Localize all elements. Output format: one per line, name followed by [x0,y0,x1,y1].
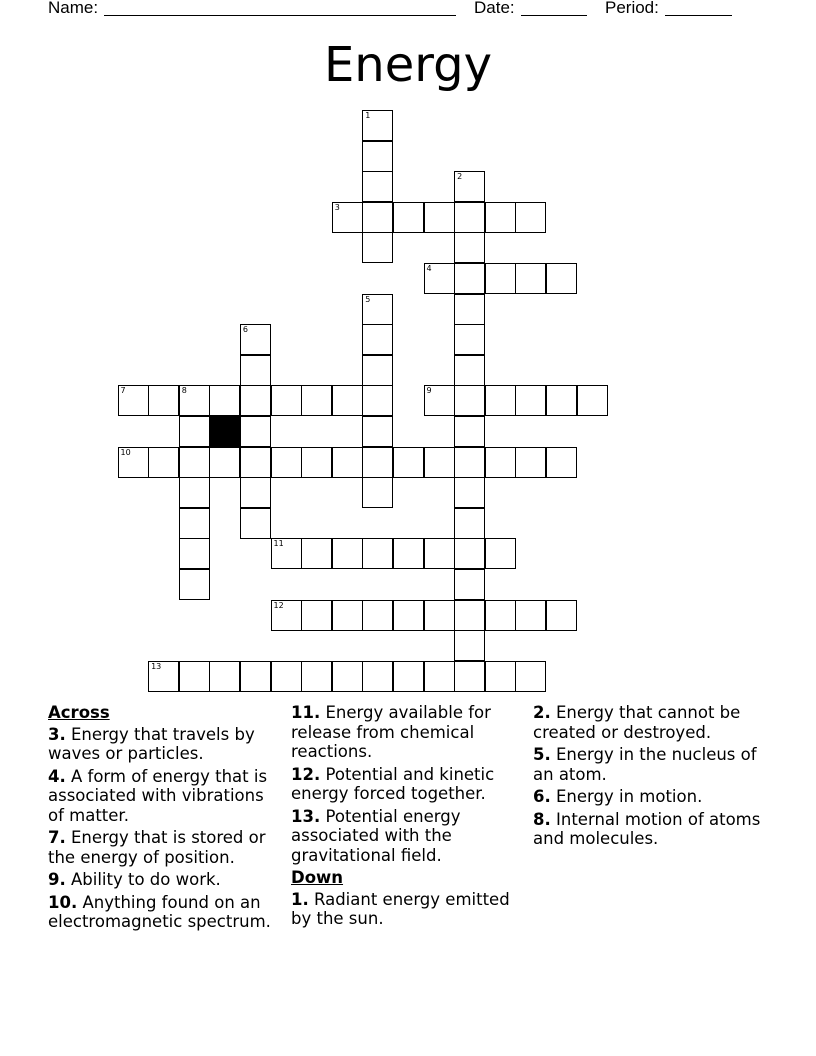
grid-cell[interactable] [485,661,516,692]
clue-down-2 [533,703,773,742]
clue-down-6 [533,787,773,807]
grid-cell[interactable] [454,202,485,233]
grid-cell[interactable] [454,661,485,692]
cell-number: 13 [151,661,162,671]
grid-cell[interactable] [424,447,455,478]
grid-cell[interactable] [362,416,393,447]
name-field[interactable] [104,15,456,16]
grid-cell[interactable] [209,661,240,692]
grid-cell[interactable] [515,600,546,631]
grid-cell[interactable] [515,661,546,692]
cell-number: 10 [120,447,131,457]
grid-cell[interactable] [454,232,485,263]
clue-text: Ability to do work. [71,870,221,889]
grid-cell[interactable] [454,416,485,447]
cell-number: 7 [120,386,126,396]
grid-cell[interactable] [362,294,393,325]
clue-text: Internal motion of atoms and molecules. [533,809,761,848]
grid-cell[interactable] [179,447,210,478]
grid-cell[interactable] [546,447,577,478]
grid-cell[interactable] [454,477,485,508]
grid-cell[interactable] [454,294,485,325]
clue-across-12 [291,765,523,804]
cell-number: 5 [365,294,371,304]
grid-cell[interactable] [454,538,485,569]
grid-cell[interactable] [362,141,393,172]
grid-cell[interactable] [485,538,516,569]
grid-cell[interactable] [332,447,363,478]
clue-number: 5. [533,745,551,764]
grid-cell[interactable] [118,447,149,478]
clue-number: 13. [291,806,321,826]
clue-text: Radiant energy emitted by the sun. [291,889,510,928]
grid-cell[interactable] [179,538,210,569]
grid-cell[interactable] [179,569,210,600]
clue-number: 6. [533,787,551,806]
clue-down-5 [533,745,773,784]
grid-cell[interactable] [240,477,271,508]
cell-number: 8 [181,386,187,396]
grid-cell[interactable] [546,385,577,416]
grid-cell[interactable] [454,508,485,539]
clue-text: Energy available for release from chemical reactions. [291,703,491,761]
clue-text: A form of energy that is associated with vibrations of matter. [48,766,268,825]
grid-cell[interactable] [271,385,302,416]
clue-text: Energy in motion. [556,787,703,806]
puzzle-title: Energy [323,37,493,93]
grid-cell[interactable] [179,508,210,539]
grid-cell[interactable] [240,661,271,692]
grid-cell[interactable] [271,661,302,692]
clue-across-10 [48,893,283,932]
clue-across-9 [48,870,283,890]
date-label: Date: [474,0,515,17]
clue-text: Energy that travels by waves or particles. [48,724,255,763]
grid-cell[interactable] [393,661,424,692]
grid-cell[interactable] [454,569,485,600]
period-label: Period: [605,0,659,17]
clue-number: 4. [48,766,66,786]
cell-number: 12 [273,600,284,610]
cell-number: 1 [365,111,371,120]
grid-cell[interactable] [485,447,516,478]
grid-cell[interactable] [332,538,363,569]
period-field[interactable] [665,15,732,16]
down-heading: Down [291,868,344,887]
grid-cell[interactable] [362,324,393,355]
grid-cell[interactable] [362,355,393,386]
grid-cell[interactable] [515,447,546,478]
clue-text: Potential and kinetic energy forced together. [291,764,495,803]
cell-number: 6 [242,325,248,335]
grid-cell[interactable] [424,385,455,416]
clue-number: 3. [48,724,66,744]
grid-cell[interactable] [240,416,271,447]
grid-cell[interactable] [515,385,546,416]
grid-cell[interactable] [332,385,363,416]
clue-across-4 [48,767,283,826]
clue-number: 12. [291,764,321,784]
grid-cell[interactable] [148,447,179,478]
grid-cell[interactable] [454,324,485,355]
grid-cell[interactable] [515,263,546,294]
cell-number: 2 [457,172,463,182]
grid-cell[interactable] [301,447,332,478]
grid-cell[interactable] [454,355,485,386]
cell-number: 11 [273,539,284,549]
grid-cell[interactable] [362,232,393,263]
across-heading: Across [48,703,110,722]
grid-cell[interactable] [301,538,332,569]
clues-column-2 [291,703,523,932]
grid-cell[interactable] [424,538,455,569]
clue-text: Energy that is stored or the energy of position. [48,828,266,867]
grid-cell[interactable] [148,661,179,692]
clue-text: Potential energy associated with the gravitational field. [291,806,461,865]
grid-cell[interactable] [393,447,424,478]
grid-cell[interactable] [362,477,393,508]
grid-cell[interactable] [485,263,516,294]
grid-cell[interactable] [362,447,393,478]
grid-cell[interactable] [424,600,455,631]
grid-cell[interactable] [546,263,577,294]
worksheet-header [0,0,816,22]
clues-column-1 [48,703,283,935]
grid-cell[interactable] [332,202,363,233]
clue-across-13 [291,807,523,866]
grid-cell[interactable] [240,324,271,355]
cell-number: 3 [334,202,340,212]
grid-cell[interactable] [179,416,210,447]
grid-cell-black [209,416,240,447]
grid-cell[interactable] [393,202,424,233]
grid-cell[interactable] [301,385,332,416]
clue-number: 7. [48,828,66,847]
grid-cell[interactable] [424,202,455,233]
grid-cell[interactable] [271,447,302,478]
clues-column-3 [533,703,773,852]
grid-cell[interactable] [485,600,516,631]
grid-cell[interactable] [332,600,363,631]
grid-cell[interactable] [454,600,485,631]
grid-cell[interactable] [485,385,516,416]
grid-cell[interactable] [577,385,608,416]
grid-cell[interactable] [271,600,302,631]
cell-number: 4 [426,264,432,273]
date-field[interactable] [521,15,587,16]
grid-cell[interactable] [362,385,393,416]
grid-cell[interactable] [148,385,179,416]
grid-cell[interactable] [362,538,393,569]
grid-cell[interactable] [393,538,424,569]
grid-cell[interactable] [393,600,424,631]
grid-cell[interactable] [515,202,546,233]
grid-cell[interactable] [424,263,455,294]
clue-across-3 [48,725,283,764]
grid-cell[interactable] [424,661,455,692]
clue-text: Anything found on an electromagnetic spectrum. [48,892,271,931]
grid-cell[interactable] [454,263,485,294]
cell-number: 9 [426,386,432,396]
name-label: Name: [48,0,99,17]
clue-number: 9. [48,870,66,889]
grid-cell[interactable] [362,202,393,233]
grid-cell[interactable] [179,385,210,416]
clue-across-7 [48,828,283,867]
clue-text: Energy in the nucleus of an atom. [533,745,757,784]
clue-across-11 [291,703,523,762]
grid-cell[interactable] [546,600,577,631]
clue-down-8 [533,810,773,849]
clue-number: 1. [291,889,309,909]
grid-cell[interactable] [454,171,485,202]
grid-cell[interactable] [179,661,210,692]
clue-number: 11. [291,703,321,722]
grid-cell[interactable] [271,538,302,569]
grid-cell[interactable] [209,447,240,478]
grid-cell[interactable] [301,600,332,631]
grid-cell[interactable] [332,661,363,692]
grid-cell[interactable] [179,477,210,508]
clue-number: 10. [48,892,78,912]
grid-cell[interactable] [240,355,271,386]
grid-cell[interactable] [240,447,271,478]
grid-cell[interactable] [362,600,393,631]
grid-cell[interactable] [454,385,485,416]
grid-cell[interactable] [301,661,332,692]
grid-cell[interactable] [240,508,271,539]
grid-cell[interactable] [209,385,240,416]
grid-cell[interactable] [118,385,149,416]
grid-cell[interactable] [362,661,393,692]
grid-cell[interactable] [454,447,485,478]
grid-cell[interactable] [240,385,271,416]
clue-text: Energy that cannot be created or destroyed. [533,703,741,742]
clue-number: 2. [533,703,551,722]
grid-cell[interactable] [485,202,516,233]
clue-number: 8. [533,809,551,829]
grid-cell[interactable] [362,171,393,202]
grid-cell[interactable] [362,110,393,141]
grid-cell[interactable] [454,630,485,661]
clue-down-1 [291,890,523,929]
